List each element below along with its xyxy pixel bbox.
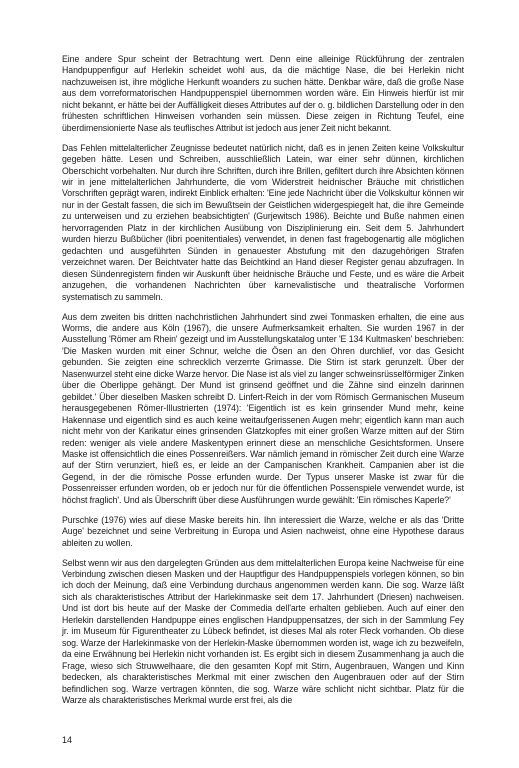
paragraph-5: Selbst wenn wir aus den dargelegten Gründen aus dem mittelalterlichen Europa keine Nachweise für eine Verbindung zwischen diesen Masken und der Hauptfigur des Handpuppenspiels vorlegen können, so bin ich doch der Meinung, daß eine Verbindung durchaus angenommen werden kann. Die sog. Warze läßt sich als charakteristisches Attribut der Harlekinmaske seit dem 17. Jahrhundert (Driesen) nachweisen. Und ist dort bis heute auf der Maske der Commedia dell'arte erhalten geblieben. Auch auf einer den Herlekin darstellenden Handpuppe eines englischen Handpuppensatzes, der sich in der Sammlung Fey jr. im Museum für Figurentheater zu Lübeck befindet, ist dieses Mal als roter Fleck vorhanden. Ob diese sog. Warze der Harlekinmaske von der Herlekin-Maske übernommen worden ist, wage ich zu bezweifeln, da eine Erwähnung bei Herlekin nicht vorhanden ist. Es ergibt sich in diesem Zusammenhang ja auch die Frage, wieso sich Struwwelhaare, die den gesamten Kopf mit Stirn, Augenbrauen, Wangen und Kinn bedecken, als charakteristisches Merkmal mit einer zwischen den Augenbrauen oder auf der Stirn befindlichen sog. Warze vertragen könnten, die sog. Warze wäre schlicht nicht sichtbar. Platz für die Warze als charakteristisches Merkmal wurde erst frei, als die xyxy=(62,557,464,706)
paragraph-1: Eine andere Spur scheint der Betrachtung wert. Denn eine alleinige Rückführung der zentralen Handpuppenfigur auf Herlekin scheidet wohl aus, da die mächtige Nase, die bei Herlekin nicht nachzuweisen ist, ihre mögliche Herkunft woanders zu suchen hätte. Denkbar wäre, daß die große Nase aus dem vorreformatorischen Handpuppenspiel übernommen worden wäre. Ein Hinweis hierfür ist mir nicht bekannt, er hätte bei der Auffälligkeit dieses Attributes auf der o. g. bildlichen Darstellung oder in den frühesten schriftlichen Hinweisen vorhanden sein müssen. Diese zeigen in Richtung Teufel, eine überdimensionierte Nase als teuflisches Attribut ist jedoch aus jener Zeit nicht bekannt. xyxy=(62,54,464,133)
paragraph-3: Aus dem zweiten bis dritten nachchristlichen Jahrhundert sind zwei Tonmasken erhalten, die eine aus Worms, die andere aus Köln (1967), die unsere Aufmerksamkeit erhalten. Sie wurden 1967 in der Ausstellung 'Römer am Rhein' gezeigt und im Ausstellungskatalog unter 'E 134 Kultmasken' beschrieben: 'Die Masken wurden mit einer Schnur, welche die Ösen an den Ohren durchlief, vor das Gesicht gebunden. Sie zeigten eine schrecklich verzerrte Grimasse. Die Stirn ist stark gerunzelt. Über der Nasenwurzel steht eine dicke Warze hervor. Die Nase ist als viel zu langer schweinsrüsselförmiger Zinken über die Oberlippe gehängt. Der Mund ist grinsend geöffnet und die Zähne sind einzeln darinnen gebildet.' Über dieselben Masken schreibt D. Linfert-Reich in der vom Römisch Germanischen Museum herausgegebenen Römer-Illustrierten (1974): 'Eigentlich ist es kein grinsender Mund mehr, keine Hakennase und eigentlich sind es auch keine weitaufgerissenen Augen mehr; eigentlich kann man auch nicht mehr von der Karikatur eines grinsenden Glatzkopfes mit einer großen Warze mitten auf der Stirn reden: weniger als viele andere Maskentypen erinnert diese an menschliche Gesichtsformen. Unsere Maske ist offensichtlich die eines Possenreißers. War nämlich jemand in römischer Zeit durch eine Warze auf der Stirn verunziert, hieß es, er leide an der Campanischen Krankheit. Campanien aber ist die Gegend, in der die römische Posse erfunden wurde. Der Typus unserer Maske ist zwar für die Possenreisser erfunden worden, ob er jedoch nur für die öffentlichen Possenspiele verwendet wurde, ist höchst fraglich'. Und als Überschrift über diese Ausführungen wurde gewählt: 'Ein römisches Kaperle?' xyxy=(62,311,464,505)
page-body xyxy=(62,54,464,754)
paragraph-4: Purschke (1976) wies auf diese Maske bereits hin. Ihn interessiert die Warze, welche er als das 'Dritte Auge' bezeichnet und seine Verbreitung in Europa und Asien nachweist, ohne eine Hypothese daraus ableiten zu wollen. xyxy=(62,514,464,548)
page-number: 14 xyxy=(62,735,73,745)
paragraph-2: Das Fehlen mittelalterlicher Zeugnisse bedeutet natürlich nicht, daß es in jenen Zeiten keine Volkskultur gegeben hätte. Lesen und Schreiben, ausschließlich Latein, war einer sehr dünnen, kirchlichen Oberschicht vorbehalten. Nur durch ihre Schriften, durch ihre Brillen, gefiltert durch ihre Absichten können wir in jene mittelalterlichen Jahrhunderte, die vom Widerstreit heidnischer Bräuche mit christlichen Vorschriften geprägt waren, indirekt Einblick erhalten: 'Eine jede Nachricht über die Volkskultur können wir nur in der Gestalt fassen, die sich im Bewußtsein der Geistlichen widergespiegelt hat, die ihre Gemeinde zu unterweisen und zu erziehen beabsichtigten' (Gurjewitsch 1986). Beichte und Buße nahmen einen hervorragenden Platz in der kirchlichen Ausübung von Disziplinierung ein. Seit dem 5. Jahrhundert wurden hierzu Bußbücher (libri poenitentiales) verwendet, in denen fast fragebogenartig alle möglichen gedachten und ausgeführten Sünden in genauester Abstufung mit den dazugehörigen Strafen verzeichnet waren. Der Beichtvater hatte das Beichtkind an Hand dieser Register genau abzufragen. In diesen Sündenregistern finden wir Auskunft über heidnische Bräuche und Feste, und es wäre die Arbeit anzugehen, die vorhandenen Nachrichten über karnevalistische und theatralische Vorformen systematisch zu sammeln. xyxy=(62,142,464,302)
